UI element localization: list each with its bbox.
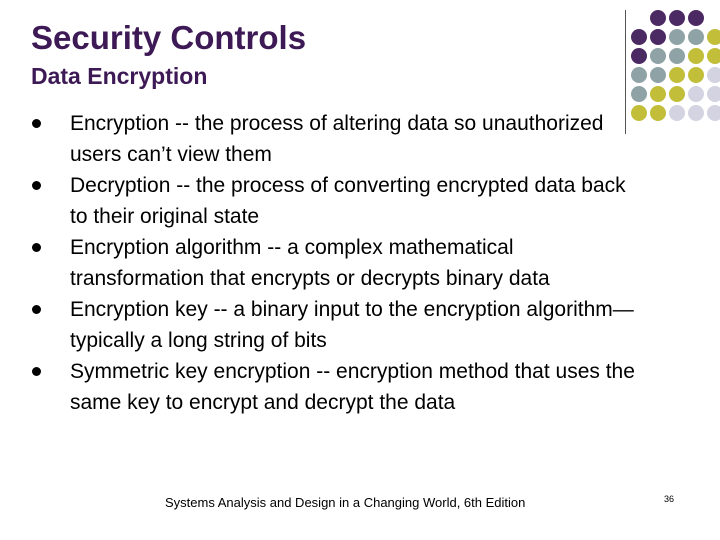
slide-title: Security Controls	[31, 19, 307, 56]
bullet-text: Decryption -- the process of converting encrypted data back to their original state	[70, 174, 626, 228]
bullet-list	[0, 108, 640, 418]
bullet-item	[0, 232, 640, 294]
decorative-dot	[669, 105, 685, 121]
decorative-dot	[707, 29, 720, 45]
decorative-dot	[650, 48, 666, 64]
decorative-dot	[669, 86, 685, 102]
decorative-dot	[669, 48, 685, 64]
decorative-dot	[669, 67, 685, 83]
decorative-dot	[650, 67, 666, 83]
decorative-dot	[688, 67, 704, 83]
bullet-dot-icon	[32, 305, 41, 314]
bullet-text: Encryption algorithm -- a complex mathematical transformation that encrypts or decrypts binary data	[70, 236, 550, 290]
bullet-text: Symmetric key encryption -- encryption method that uses the same key to encrypt and decrypt the data	[70, 360, 635, 414]
decorative-dot	[631, 29, 647, 45]
decorative-dot	[688, 29, 704, 45]
bullet-item	[0, 294, 640, 356]
bullet-item	[0, 170, 640, 232]
slide-subtitle: Data Encryption	[31, 63, 208, 89]
decorative-dot	[631, 105, 647, 121]
bullet-dot-icon	[32, 367, 41, 376]
bullet-text: Encryption -- the process of altering data so unauthorized users can’t view them	[70, 112, 604, 166]
page-number: 36	[664, 494, 675, 504]
decorative-dot	[688, 48, 704, 64]
decorative-dot	[707, 48, 720, 64]
bullet-dot-icon	[32, 243, 41, 252]
decorative-dot	[631, 48, 647, 64]
decorative-dot	[688, 86, 704, 102]
decorative-dot	[688, 10, 704, 26]
decorative-dot	[688, 105, 704, 121]
decorative-dot	[707, 86, 720, 102]
decorative-dot	[650, 10, 666, 26]
decorative-dot	[650, 86, 666, 102]
decorative-dot	[650, 29, 666, 45]
decorative-dot	[650, 105, 666, 121]
bullet-text: Encryption key -- a binary input to the encryption algorithm—typically a long string of bits	[70, 298, 634, 352]
bullet-item	[0, 356, 640, 418]
decorative-dot	[669, 29, 685, 45]
bullet-dot-icon	[32, 181, 41, 190]
bullet-item	[0, 108, 640, 170]
decorative-dot	[631, 67, 647, 83]
decorative-dot	[669, 10, 685, 26]
decorative-dot	[707, 67, 720, 83]
footer-text: Systems Analysis and Design in a Changing World, 6th Edition	[165, 495, 526, 510]
decorative-dot	[631, 86, 647, 102]
decorative-dot	[707, 105, 720, 121]
bullet-dot-icon	[32, 119, 41, 128]
divider-line	[625, 10, 626, 134]
